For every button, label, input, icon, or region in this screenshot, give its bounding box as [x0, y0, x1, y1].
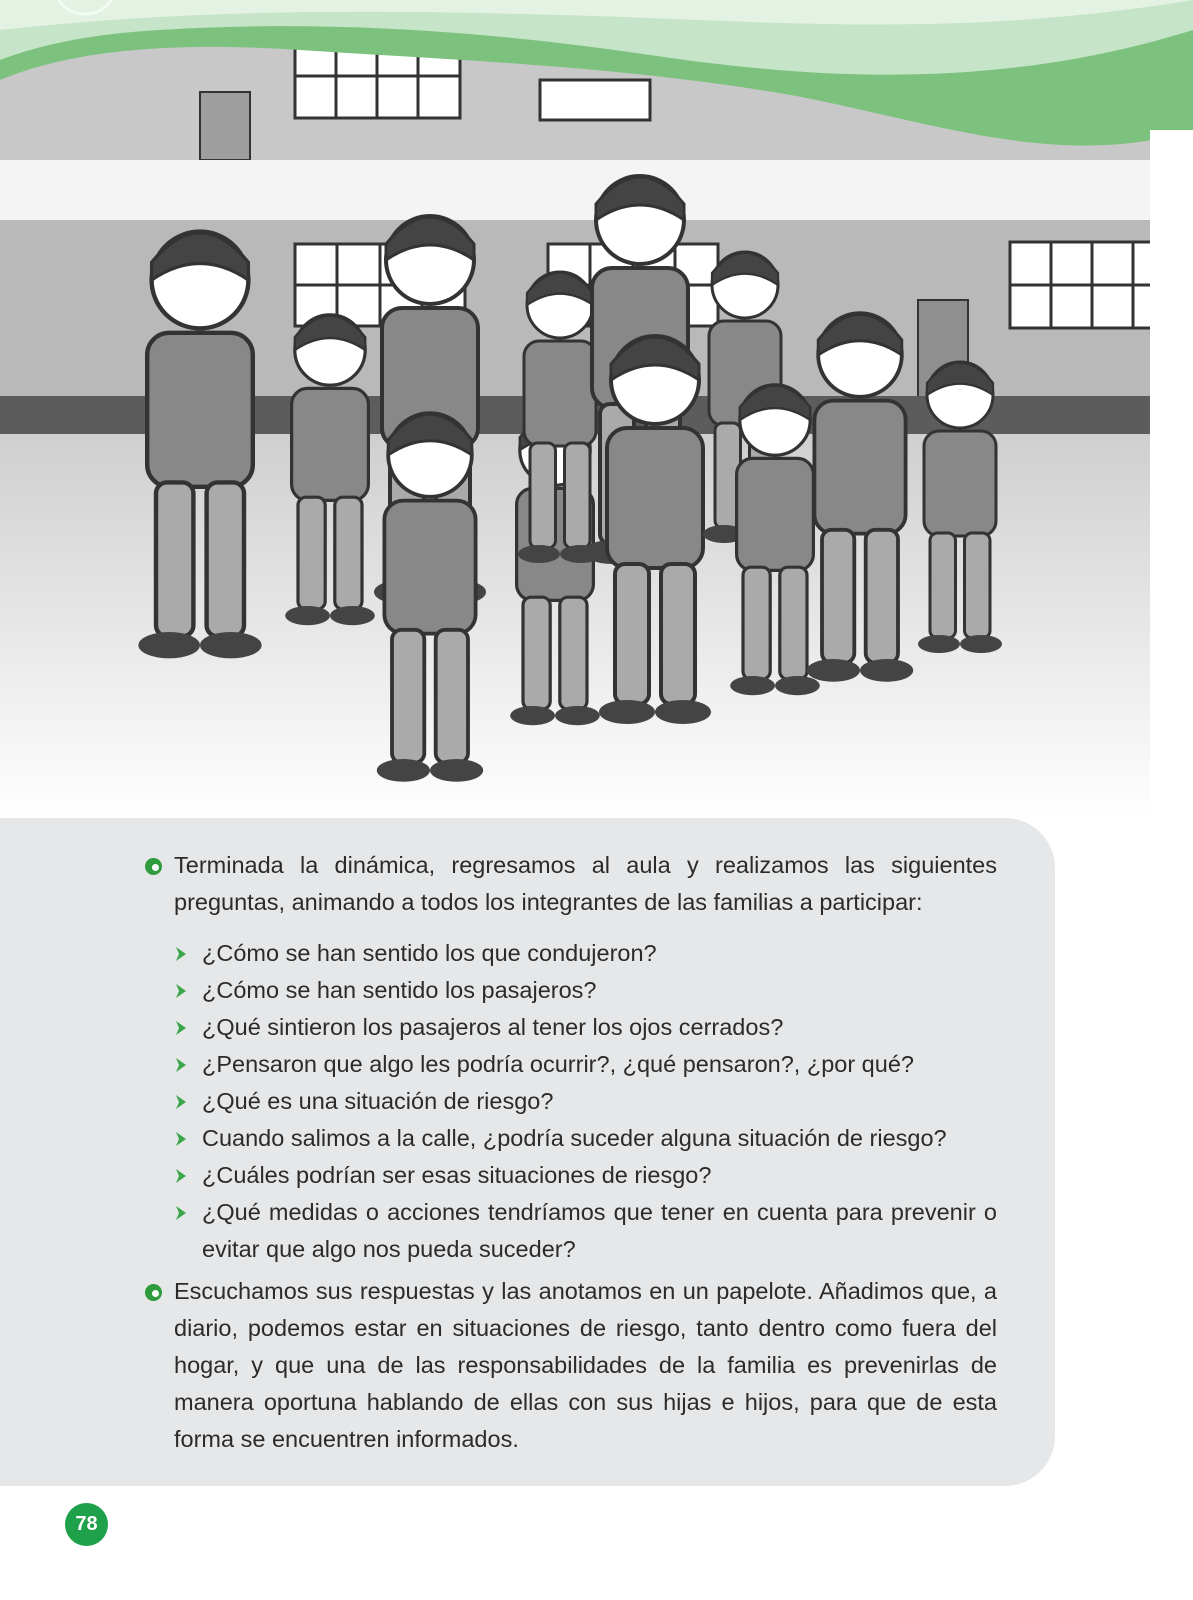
question-text: Cuando salimos a la calle, ¿podría suceder alguna situación de riesgo?	[202, 1125, 947, 1151]
question-item	[174, 935, 997, 972]
closing-paragraph	[174, 1273, 997, 1458]
question-item	[174, 1046, 997, 1083]
question-text: ¿Pensaron que algo les podría ocurrir?, ¿qué pensaron?, ¿por qué?	[202, 1051, 914, 1077]
question-text: ¿Qué sintieron los pasajeros al tener los ojos cerrados?	[202, 1014, 784, 1040]
question-item	[174, 972, 997, 1009]
question-text: ¿Qué medidas o acciones tendríamos que tener en cuenta para prevenir o evitar que algo nos pueda suceder?	[202, 1199, 997, 1262]
question-text: ¿Cómo se han sentido los pasajeros?	[202, 977, 597, 1003]
question-text: ¿Qué es una situación de riesgo?	[202, 1088, 554, 1114]
chevron-right-icon	[174, 1168, 188, 1184]
question-item	[174, 1120, 997, 1157]
chevron-right-icon	[174, 1057, 188, 1073]
question-item	[174, 1083, 997, 1120]
intro-paragraph-text: Terminada la dinámica, regresamos al aula y realizamos las siguientes preguntas, animando a todos los integrantes de las familias a participar:	[174, 852, 997, 915]
closing-paragraph-text: Escuchamos sus respuestas y las anotamos en un papelote. Añadimos que, a diario, podemos estar en situaciones de riesgo, tanto dentro como fuera del hogar, y que una de las responsabilidades de la familia es prevenirlas de manera oportuna hablando de ellas con sus hijas e hijos, para que de esta forma se encuentren informados.	[174, 1278, 997, 1452]
green-bullet-icon	[145, 1284, 162, 1301]
intro-paragraph	[174, 847, 997, 921]
page-number: 78	[65, 1503, 108, 1546]
question-text: ¿Cuáles podrían ser esas situaciones de riesgo?	[202, 1162, 712, 1188]
chevron-right-icon	[174, 946, 188, 962]
chevron-right-icon	[174, 1020, 188, 1036]
wall-band	[0, 160, 1150, 220]
chevron-right-icon	[174, 1094, 188, 1110]
green-bullet-icon	[145, 858, 162, 875]
chevron-right-icon	[174, 1131, 188, 1147]
chevron-right-icon	[174, 1205, 188, 1221]
question-list	[174, 935, 997, 1268]
chevron-right-icon	[174, 983, 188, 999]
question-item	[174, 1157, 997, 1194]
question-item	[174, 1009, 997, 1046]
question-item	[174, 1194, 997, 1268]
question-text: ¿Cómo se han sentido los que condujeron?	[202, 940, 657, 966]
